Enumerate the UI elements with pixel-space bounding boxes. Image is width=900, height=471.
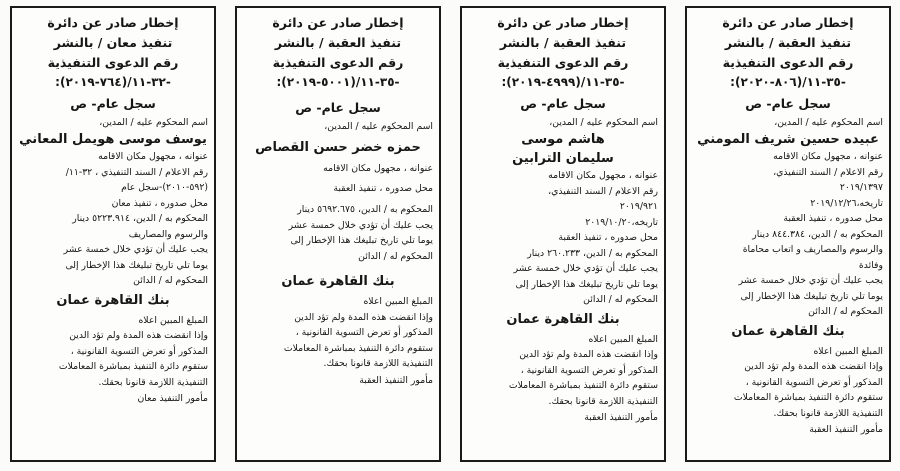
case-label: رقم الدعوى التنفيذية	[497, 55, 629, 70]
document-date: تاريخه،٢٠١٩/١٢/٢٦	[810, 197, 883, 209]
debtor-name: حمزه خضر حسن القصاص	[255, 140, 421, 155]
notice-heading: إخطار صادر عن دائرة	[272, 15, 404, 30]
final-line-1: وإذا انقضت هذه المدة ولم تؤد الدين	[69, 330, 208, 341]
issue-place: محل صدوره ، تنفيذ العقبة	[558, 232, 658, 243]
final-line-4: التنفيذية اللازمة قانونا بحقك.	[98, 376, 208, 388]
debtor-name-line-2: سليمان الترابين	[512, 151, 614, 166]
final-line-2: المذكور أو تعرض التسوية القانونية ،	[745, 376, 883, 388]
final-line-1: وإذا انقضت هذه المدة ولم تؤد الدين	[519, 349, 658, 360]
payment-line-1: يجب عليك أن تؤدي خلال خمسة عشر	[513, 263, 658, 274]
notify-label: المبلغ المبين اعلاه	[363, 296, 433, 307]
notify-label: المبلغ المبين اعلاه	[588, 333, 658, 345]
notice-maan-764	[10, 6, 216, 462]
case-label: رقم الدعوى التنفيذية	[722, 55, 854, 70]
signature: مأمور التنفيذ معان	[137, 393, 208, 404]
amount-line-1: المحكوم به / الدين، ٥٢٢٣.٩١٤ دينار	[72, 213, 208, 224]
document-line-2: ٢٠١٩/١٣٩٧	[839, 182, 883, 193]
record-type: سجل عام- ص	[745, 96, 831, 111]
payment-line-2: يوما تلي تاريخ تبليغك هذا الإخطار إلى	[290, 235, 433, 246]
document-line-2: ٢٠١٩/٩٢١	[619, 201, 658, 212]
creditor-bank: بنك القاهرة عمان	[731, 323, 845, 339]
debtor-name: يوسف موسى هويمل المعاني	[19, 132, 207, 147]
debtor-label: اسم المحكوم عليه / المدين،	[99, 117, 208, 128]
case-number: :٣٥-١١/(٨٠٦-٢٠٢٠)-	[730, 75, 846, 89]
address-line: عنوانه ، مجهول مكان الاقامه	[98, 151, 208, 162]
document-line-1: رقم الاعلام / السند التنفيذي،	[773, 166, 883, 178]
notice-office: تنفيذ معان / بالنشر	[53, 35, 173, 50]
creditor-label: المحكوم له / الدائن	[133, 275, 208, 286]
final-line-1: وإذا انقضت هذه المدة ولم تؤد الدين	[294, 311, 433, 323]
notice-aqaba-4999	[460, 6, 666, 462]
record-type: سجل عام- ص	[295, 100, 381, 115]
final-line-3: ستقوم دائرة التنفيذ بمباشرة المعاملات	[283, 342, 433, 354]
final-line-4: التنفيذية اللازمة قانونا بحقك.	[773, 407, 883, 419]
final-line-2: المذكور أو تعرض التسوية القانونية ،	[295, 327, 433, 338]
creditor-bank: بنك القاهرة عمان	[56, 292, 170, 308]
case-label: رقم الدعوى التنفيذية	[272, 55, 404, 70]
creditor-label: المحكوم له / الدائن	[358, 250, 433, 262]
final-line-3: ستقوم دائرة التنفيذ بمباشرة المعاملات	[58, 361, 208, 372]
notice-heading: إخطار صادر عن دائرة	[47, 15, 179, 30]
issue-place: محل صدوره ، تنفيذ العقبة	[783, 213, 883, 224]
payment-line-1: يجب عليك أن تؤدي خلال خمسة عشر	[738, 275, 883, 286]
signature: مأمور التنفيذ العقبة	[359, 374, 433, 386]
creditor-label: المحكوم له / الدائن	[808, 306, 883, 317]
amount-line-2: والرسوم والمصاريف و اتعاب محاماة	[742, 244, 883, 255]
debtor-label: اسم المحكوم عليه / المدين،	[774, 117, 883, 128]
amount-line-3: وفائدة	[858, 259, 883, 271]
final-line-4: التنفيذية اللازمة قانونا بحقك.	[323, 358, 433, 369]
debtor-name: عبيده حسين شريف المومني	[697, 132, 879, 147]
notify-label: المبلغ المبين اعلاه	[138, 314, 208, 326]
payment-line-2: يوما تلي تاريخ تبليغك هذا الإخطار إلى	[515, 278, 658, 290]
notify-label: المبلغ المبين اعلاه	[813, 345, 883, 357]
final-line-2: المذكور أو تعرض التسوية القانونية ،	[70, 345, 208, 357]
record-type: سجل عام- ص	[70, 96, 156, 111]
payment-line-2: يوما تلي تاريخ تبليغك هذا الإخطار إلى	[65, 259, 208, 271]
case-number: :٣٥-١١/(٤٩٩٩-٢٠١٩)-	[501, 75, 625, 89]
document-line-1: رقم الاعلام / السند التنفيذي،	[548, 185, 658, 197]
debtor-label: اسم المحكوم عليه / المدين،	[549, 117, 658, 128]
document-line-2: (٥٩٢-٢٠١٠)-سجل عام	[121, 182, 208, 193]
issue-place: محل صدوره ، تنفيذ العقبة	[333, 182, 433, 194]
signature: مأمور التنفيذ العقبة	[584, 412, 658, 423]
notice-aqaba-806	[685, 6, 891, 462]
amount-line-2: والرسوم والمصاريف	[128, 228, 208, 240]
payment-line-1: يجب عليك أن تؤدي خلال خمسة عشر	[63, 244, 208, 255]
final-line-4: التنفيذية اللازمة قانونا بحقك.	[548, 395, 658, 407]
payment-line-1: يجب عليك أن تؤدي خلال خمسة عشر	[288, 219, 433, 231]
final-line-3: ستقوم دائرة التنفيذ بمباشرة المعاملات	[508, 380, 658, 391]
notice-heading: إخطار صادر عن دائرة	[722, 15, 854, 30]
notice-office: تنفيذ العقبة / بالنشر	[724, 35, 852, 50]
creditor-bank: بنك القاهرة عمان	[506, 311, 620, 327]
amount-line-1: المحكوم به / الدين، ٨٤٤.٣٨٤ دينار	[752, 228, 883, 240]
notice-aqaba-5001	[235, 6, 441, 462]
address-line: عنوانه ، مجهول مكان الاقامه	[323, 163, 433, 174]
case-label: رقم الدعوى التنفيذية	[47, 55, 179, 70]
record-type: سجل عام- ص	[520, 96, 606, 111]
payment-line-2: يوما تلي تاريخ تبليغك هذا الإخطار إلى	[740, 290, 883, 302]
notice-office: تنفيذ العقبة / بالنشر	[499, 35, 627, 50]
signature: مأمور التنفيذ العقبة	[809, 424, 883, 435]
issue-place: محل صدوره ، تنفيذ معان	[111, 197, 208, 209]
case-number: :٣٢-١١/(٧٦٤-٢٠١٩)-	[55, 75, 171, 89]
final-line-1: وإذا انقضت هذه المدة ولم تؤد الدين	[744, 361, 883, 372]
address-line: عنوانه ، مجهول مكان الاقامه	[548, 170, 658, 181]
document-line-1: رقم الاعلام / السند التنفيذي ، ٣٢-١١/	[65, 166, 208, 178]
final-line-2: المذكور أو تعرض التسوية القانونية ،	[520, 364, 658, 376]
address-line: عنوانه ، مجهول مكان الاقامه	[773, 151, 883, 162]
amount-line-1: المحكوم به / الدين، ٥٦٩٢.٦٧٥ دينار	[297, 204, 433, 215]
case-number: :٣٥-١١/(٥٠٠١-٢٠١٩)-	[276, 75, 400, 89]
notice-office: تنفيذ العقبة / بالنشر	[274, 35, 402, 50]
amount-line-1: المحكوم به / الدين، ٢٦٠.٢٣٣ دينار	[527, 247, 658, 259]
debtor-label: اسم المحكوم عليه / المدين،	[324, 121, 433, 132]
document-date: تاريخه،٢٠١٩/١٠/٢٠	[585, 216, 658, 228]
creditor-label: المحكوم له / الدائن	[583, 294, 658, 305]
notice-heading: إخطار صادر عن دائرة	[497, 15, 629, 30]
final-line-3: ستقوم دائرة التنفيذ بمباشرة المعاملات	[733, 392, 883, 403]
debtor-name-line-1: هاشم موسى	[521, 132, 605, 147]
creditor-bank: بنك القاهرة عمان	[281, 274, 395, 289]
